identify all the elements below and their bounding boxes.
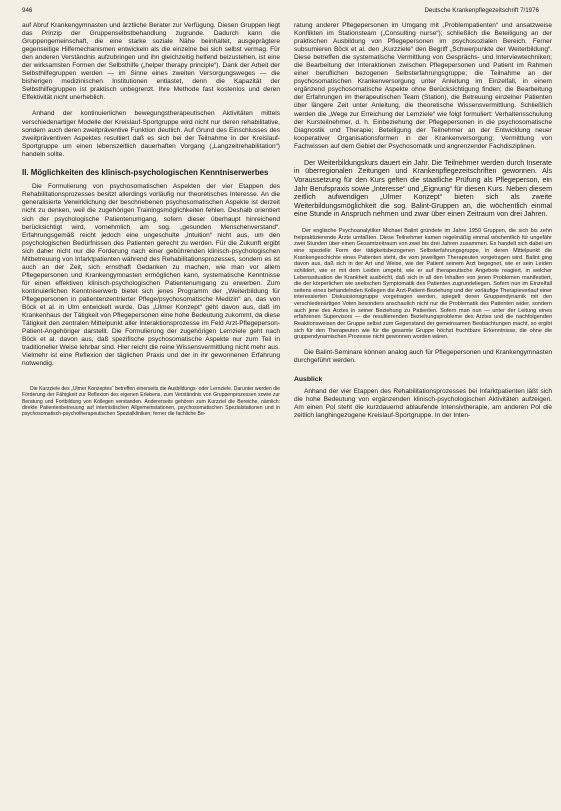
footnote-text: Die Kurzziele des „Ulmer Konzeptes“ betreffen einerseits die Ausbildungs- oder Lernziele. Darunter werden die Förderung der Fähigkeit zur Reflexion des eigenen Erlebens, zum Verständnis von Gruppenprozessen sowie zur Beratung und Fortbildung von Kollegen verstanden. Andererseits gehören zum Kurzziel die Bereiche, nämlich: direkte Patientenbetreuung auf internistischen Allgemeinstationen, psychosomatischen Spezialstationen und in psychosomatisch-psychotherapeutischen Spezialkliniken; ferner die fachliche Be- bbox=[22, 386, 280, 417]
small-print-paragraph: Der englische Psychoanalytiker Michael Balint gründete im Jahre 1950 Gruppen, die sich bis zehn freipraktizierende Ärzte umfaßten. Diese Teilnehmer kamen regelmäßig einmal wöchentlich für ungefähr zwei Stunden über einen Gesamtzeitraum von zwei bis drei Jahren zusammen. Es handelt sich dabei um eine spezielle Form der tätigkeitsbezogenen Selbsterfahrungsgruppe, in deren Mittelpunkt die Krankengeschichte eines Patienten steht, die vom jeweiligen Therapeuten vorgetragen wird. Balint ging davon aus, daß sich in der Art und Weise, wie der Patient seinem Arzt begegnet, wie er sein Leiden schildert, wie er mit dem Leiden umgeht, wie er auf therapeutische Angebote reagiert, in welcher Lebenssituation die Krankheit ausbricht, daß sich in all den Inhalten von jenen Problemen manifestiert, die der körperlichen wie seelischen Symptomatik des Patienten zugrundeliegen. Sofern nun im Einzelfall seitens eines behandelnden Kollegen die Arzt-Patient-Beziehung und der vorläufige Therapieverlauf einer interessierten Diskussionsgruppe vorgetragen werden, spiegelt deren Gruppendynamik mit den verschiedenartigen Voten besonders anschaulich nicht nur die Problematik des Patienten wider, sondern auch jene des Arztes in seiner Beziehung zu Patienten. Sofern man nun — unter der Leitung eines erfahrenen Supervisors — die resultierenden Beziehungsprobleme des Arztes und die nachfolgenden Reaktionsweisen der Gruppe selbst zum Gegenstand der gemeinsamen Beobachtungen macht, so ergibt sich für den Therapeuten wie für die gesamte Gruppe höchst fruchtbare Erkenntnisse, die ohne die gruppendynamischen Prozesse nicht gewonnen worden wären. bbox=[294, 227, 552, 341]
running-header bbox=[22, 5, 539, 17]
paragraph: Anhand der kontinuierlichen bewegungstherapeutischen Aktivitäten mittels verschiedenartiger Modelle der Kreislauf-Sportgruppe wird nicht nur deren rehabilitative, sondern auch deren zweitpräventive Funktion deutlich. Auf Grund des Einschlusses des zweitpräventiven Aspektes resultiert daß es sich bei der Teilnahme in der Kreislauf-Sportgruppe um einen lebenszeitlich dauerhaften Vorgang („Langzeitrehabilitation“) handeln sollte. bbox=[22, 110, 280, 158]
paragraph: auf Abruf Krankengymnasten und ärztliche Berater zur Verfügung. Diesen Gruppen liegt das Prinzip der Gruppenselbstbehandlung zugrunde. Dadurch kann die Gruppengemeinschaft, die eine starke soziale Nähe beinhaltet, ausgeprägtere gegenseitige Hilfemechanismen entwickeln als die einzelne bei sich selbst vermag. Für den anderen Verständnis aufzubringen und ihn gleichzeitig helfend beizustehen, ist eine der wirksamsten Formen der Selbsthilfe („helper therapy principle“). Dank der Arbeit der Selbsthilfegruppen werden — im Sinne eines zweiten Versorgungsweges — die bisherigen medizinischen Institutionen entlastet, denn die Kapazität der Selbsthilfegruppen ist praktisch unbegrenzt. Ihre Methode fast kostenlos und deren Effektivität nicht unerheblich. bbox=[22, 22, 280, 102]
left-column bbox=[22, 22, 280, 804]
paragraph: Anhand der vier Etappen des Rehabilitationsprozesses bei Infarktpatienten läßt sich die hohe Bedeutung von ergänzenden klinisch-psychologischen Aktivitäten aufzeigen. Am einen Pol steht die kurzdauernd ablaufende Intensivtherapie, am anderen Pol die zeitlich langhingezogene Kreislauf-Sportgruppe. In der Inten- bbox=[294, 388, 552, 420]
journal-title: Deutsche Krankenpflegezeitschrift 7/1976 bbox=[424, 7, 539, 14]
section-heading: II. Möglichkeiten des klinisch-psychologischen Kenntniserwerbes bbox=[22, 167, 269, 177]
right-column bbox=[294, 22, 552, 804]
footnote-block bbox=[22, 386, 280, 416]
page-number: 946 bbox=[22, 7, 33, 14]
paragraph: Die Balint-Seminare können analog auch für Pflegepersonen und Krankengymnasten durchgeführt werden. bbox=[294, 349, 552, 365]
paragraph: ratung anderer Pflegepersonen im Umgang mit „Problempatienten“ und ansatzweise Konflikten im Stationsteam („Consulting nurse“); schließlich die Beteiligung an der praktischen Ausbildung von Pflegepersonen im psychosozialen Bereich. Ferner subsumieren Böck et al. den „Kurzziele“ den Begriff „Schwerpunkte der Weiterbildung“. Diese betreffen die systematische Vermittlung von Gesprächs- und Interviewtechniken; die Bearbeitung der Interaktionen zwischen Pflegepersonen und Patient im Rahmen einer beruflichen bezogenen Selbsterfahrungsgruppe; die Teilnahme an der psychosomatischen Krankenversorgung unter Anleitung im Einzelfall, in einem ergänzend psychosomatische Aspekte ohne Berücksichtigung finden; die Bearbeitung der Erfahrungen im therapeutischen Team (Station), die Betreuung einzelner Patienten über längere Zeit unter Anleitung, die theoretische Wissensvermittlung. Schließlich werden die „Wege zur Erreichung der Lernziele“ wie folgt formuliert: Verhaltensschulung der Kursteilnehmer, d. h. Einbeziehung der Pflegepersonen in die psychosomatische Diagnostik und Therapie; Beteiligung der Teilnehmer an der Entwicklung neuer kooperativer Organisationsformen in der Krankenversorgung; Vermittlung von Fachwissen auf dem Gebiet der Psychosomatik und angrenzender Fachdisziplinen. bbox=[294, 22, 552, 150]
paragraph: Der Weiterbildungskurs dauert ein Jahr. Die Teilnehmer werden durch Inserate in überregionalen Zeitungen und Krankenpflegezeitschriften gewonnen. Als Voraussetzung für den Kurs gelten die staatliche Prüfung als Pflegeperson, ein Jahr Berufspraxis sowie „Interesse“ und „Eignung“ für diesen Kurs. Neben diesem zeitlich aufwendigen „Ulmer Konzept“ bieten sich als zweite Weiterbildungsmöglichkeit die sog. Balint-Gruppen an, die wöchentlich einmal eine Stunde in Anspruch nehmen und zwar über einen Zeitraum von drei Jahren. bbox=[294, 158, 552, 219]
section-heading: Ausblick bbox=[294, 376, 323, 384]
paragraph: Die Formulierung von psychosomatischen Aspekten der vier Etappen des Rehabilitationsprozesses besitzt allerdings vorläufig nur theoretisches Interesse. An die generalisierte Verwirklichung der beschriebenen psychosomatischen Aspekte ist derzeit nicht zu denken, weil die zugehörigen Trainingsmöglichkeiten fehlen. Deshalb orientiert sich der psychologische Patientenumgang, sofern dieser überhaupt hinreichend berücksichtigt wird, vornehmlich am sog. „gesunden Menschenverstand“. Erfahrungsgemäß reicht jedoch eine ungeschulte „Intuition“ nicht aus, um den psychologischen Bedürfnissen des Patienten gerecht zu werden. Für die Zukunft ergibt sich daher nicht nur die Forderung nach einer gebührenden klinisch-psychologischen Mitbetreuung von Infarktpatienten während des Rehabilitationsprozesses, sondern es ist auch an der Zeit, sich ernsthaft Gedanken zu machen, wie man vor allem Pflegepersonen und Krankengymnasten ermöglichen kann, systematische Kenntnisse für einen effektiven klinisch-psychologischen Patientenumgang zu erwerben. Zum kontinuierlichen Kenntniserwerb bietet sich jenes Programm der „Weiterbildung für Pflegepersonen in patientenzentrierter Pflege/psychosomatische Medizin“ an, das von Böck et al. in Ulm entwickelt wurde. Das „Ulmer Konzept“ geht davon aus, daß im Krankenhaus der Tätigkeit von Pflegepersonen eine hohe Bedeutung zukommt, da diese Tätigkeit den zentralen Mittelpunkt aller Interaktionsprozesse im Feld Arzt-Pflegeperson-Patient-Angehöriger darstellt. Die Formulierung der zugehörigen Lernziele geht nach Böck et al. davon aus, daß spezifische psychosomatische Aspekte nur zum Teil in traditioneller Weise lehrbar sind. Hier reicht die reine Wissensvermittlung nicht mehr aus. Vielmehr ist eine Reflexion der täglichen Praxis und der in ihr gewonnenen Erfahrung notwendig. bbox=[22, 183, 280, 368]
